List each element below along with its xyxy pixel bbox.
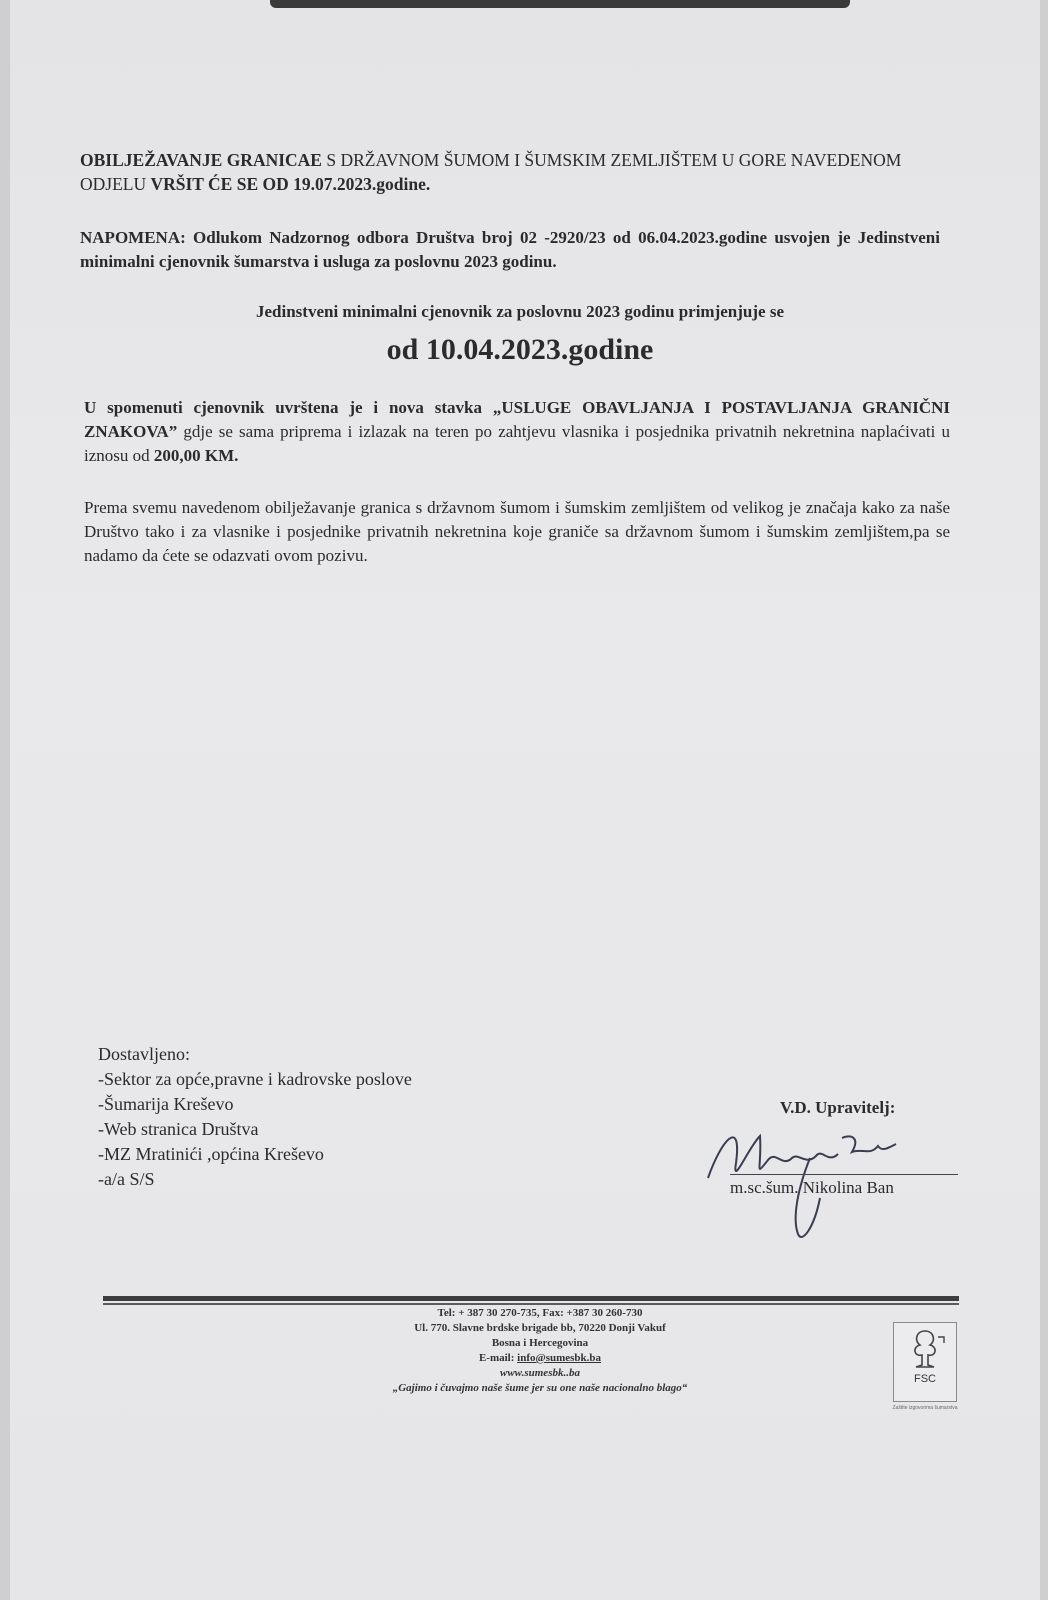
footer-motto: „Gajimo i čuvajmo naše šume jer su one naše nacionalno blago“ [392,1382,688,1394]
paragraph-note: NAPOMENA: Odlukom Nadzornog odbora Društva broj 02 -2920/23 od 06.04.2023.godine usvojen je Jedinstveni minimalni cjenovnik šumarstva i usluga za poslovnu 2023 godinu. [80,228,940,271]
delivery-item: -Sektor za opće,pravne i kadrovske poslove [98,1069,412,1089]
footer-rule [103,1296,959,1301]
delivery-list [98,1042,412,1192]
fsc-label: FSC [914,1373,936,1385]
delivery-heading: Dostavljeno: [98,1044,190,1064]
document-page [10,0,1040,1600]
footer-website[interactable]: www.sumesbk..ba [500,1367,580,1379]
page-top-shadow [270,0,850,8]
footer-email-link[interactable]: info@sumesbk.ba [517,1352,602,1364]
fsc-logo [893,1322,957,1402]
paragraph-appeal: Prema svemu navedenom obilježavanje granica s državnom šumom i šumskim zemljištem od velikog je značaja kako za naše Društvo tako i za vlasnike i posjednike privatnih nekretnina koje graniče sa državnom šumom i šumskim zemljištem,pa se nadamo da ćete se odazvati ovom pozivu. [84,498,950,565]
signature-block [710,1098,960,1248]
paragraph-boundary-marking: OBILJEŽAVANJE GRANICAE S DRŽAVNOM ŠUMOM I ŠUMSKIM ZEMLJIŠTEM U GORE NAVEDENOM ODJELU VRŠIT ĆE SE OD 19.07.2023.godine. [80,150,902,194]
price-list-statement: Jedinstveni minimalni cjenovnik za poslovnu 2023 godinu primjenjuje se [255,302,784,321]
delivery-item: -a/a S/S [98,1169,155,1189]
footer-email-line: E-mail: info@sumesbk.ba [478,1352,602,1364]
signature-line [730,1174,958,1175]
fsc-caption: Zaštite izgovorima šumarstva [892,1405,958,1411]
footer-phone: Tel: + 387 30 270-735, Fax: +387 30 260-730 [437,1307,643,1319]
footer-contact [300,1306,780,1396]
delivery-item: -Web stranica Društva [98,1119,259,1139]
footer-address: Ul. 770. Slavne brdske brigade bb, 70220 Donji Vakuf [414,1322,666,1334]
footer-country: Bosna i Hercegovina [491,1337,589,1349]
footer-rule-thin [103,1303,959,1305]
delivery-item: -Šumarija Kreševo [98,1094,234,1114]
paragraph-new-service: U spomenuti cjenovnik uvrštena je i nova stavka „USLUGE OBAVLJANJA I POSTAVLJANJA GRANIČNI ZNAKOVA” gdje se sama priprema i izlazak na teren po zahtjevu vlasnika i posjednika privatnih nekretnina naplaćivati u iznosu od 200,00 KM. [84,398,950,465]
signatory-title: V.D. Upravitelj: [780,1098,896,1117]
effective-date-heading: od 10.04.2023.godine [386,333,654,366]
signatory-name: m.sc.šum. Nikolina Ban [730,1178,894,1197]
delivery-item: -MZ Mratinići ,općina Kreševo [98,1144,324,1164]
fsc-tree-icon [894,1323,956,1373]
